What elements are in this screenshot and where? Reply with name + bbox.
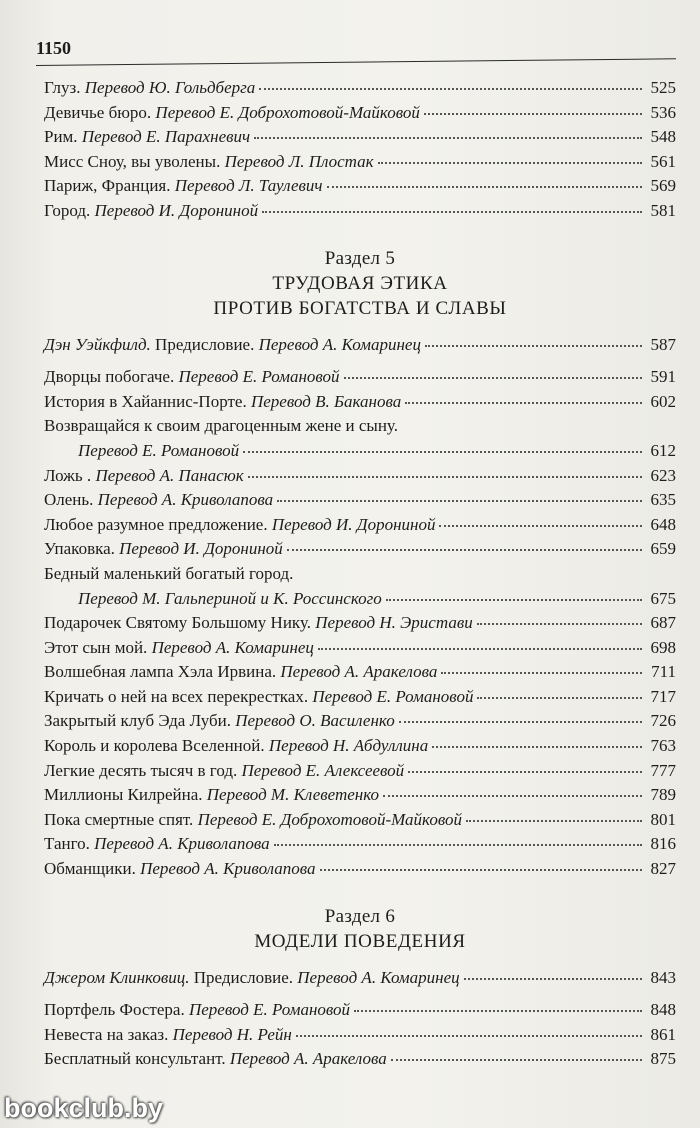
page-ref: 635 <box>650 490 676 510</box>
page-ref: 548 <box>650 127 676 147</box>
leader-dots <box>259 88 642 90</box>
entry-title: Волшебная лампа Хэла Ирвина. <box>44 662 277 682</box>
page-number: 1150 <box>36 38 72 58</box>
toc-entry <box>44 687 676 712</box>
page-ref: 536 <box>650 102 676 122</box>
leader-dots <box>318 648 642 650</box>
toc-group <box>44 367 676 416</box>
translator: Перевод А. Криволапова <box>94 834 270 854</box>
entry-title: Париж, Франция. <box>44 176 171 196</box>
entry-title: Кричать о ней на всех перекрестках. <box>44 686 309 706</box>
translator: Перевод И. Дорониной <box>119 539 283 559</box>
leader-dots <box>391 1059 642 1061</box>
translator: Перевод М. Клеветенко <box>206 785 380 805</box>
page-ref: 816 <box>650 834 676 854</box>
leader-dots <box>408 771 642 773</box>
entry-title: Бесплатный консультант. <box>44 1049 226 1069</box>
toc-entry-title-line: Бедный маленький богатый город. <box>44 563 294 583</box>
section-title-line: ТРУДОВАЯ ЭТИКА <box>272 272 448 294</box>
page-ref: 789 <box>650 785 676 805</box>
toc-entry <box>44 490 676 515</box>
leader-dots <box>441 672 642 674</box>
preface-title: Предисловие. <box>155 334 255 354</box>
leader-dots <box>477 623 642 625</box>
entry-title: Любое разумное предложение. <box>44 514 268 534</box>
leader-dots <box>327 186 642 188</box>
page-ref: 843 <box>650 967 676 987</box>
page-ref: 861 <box>650 1024 676 1044</box>
toc-entry <box>44 736 676 761</box>
leader-dots <box>399 721 642 723</box>
translator: Перевод А. Аракелова <box>280 662 438 682</box>
toc-entry <box>44 589 676 614</box>
entry-title: Подарочек Святому Большому Нику. <box>44 613 311 633</box>
entry-title: Мисс Сноу, вы уволены. <box>44 151 221 171</box>
leader-dots <box>344 377 642 379</box>
translator: Перевод Е. Романовой <box>312 686 474 706</box>
leader-dots <box>425 345 642 347</box>
section-title-line: ПРОТИВ БОГАТСТВА И СЛАВЫ <box>213 297 507 319</box>
entry-title: Этот сын мой. <box>44 637 148 657</box>
translator: Перевод Е. Романовой <box>178 367 340 387</box>
translator: Перевод Л. Плостак <box>224 151 374 171</box>
toc-entry <box>44 201 676 226</box>
leader-dots <box>477 697 642 699</box>
page-ref: 623 <box>650 465 676 485</box>
toc-entry <box>44 785 676 810</box>
entry-title: Олень. <box>44 490 94 510</box>
entry-title: Легкие десять тысяч в год. <box>44 760 238 780</box>
entry-title: Город. <box>44 200 91 220</box>
entry-title: Глуз. <box>44 78 81 97</box>
page-ref: 587 <box>650 334 676 354</box>
translator: Перевод Е. Доброхотовой-Майковой <box>155 102 420 122</box>
page-ref: 687 <box>650 613 676 633</box>
toc-entry <box>44 392 676 417</box>
leader-dots <box>439 525 642 527</box>
toc-entry <box>44 638 676 663</box>
translator: Перевод А. Криволапова <box>140 859 316 879</box>
page-ref: 827 <box>650 859 676 879</box>
preface-author: Джером Клинковиц. <box>44 967 190 987</box>
translator: Перевод А. Аракелова <box>229 1049 387 1069</box>
toc-entry <box>44 103 676 128</box>
translator: Перевод Е. Парахневич <box>81 127 251 147</box>
page-ref: 602 <box>650 391 676 411</box>
page-ref: 648 <box>650 514 676 534</box>
leader-dots <box>296 1035 642 1037</box>
toc-entry <box>44 859 676 884</box>
leader-dots <box>320 869 642 871</box>
entry-title: Портфель Фостера. <box>44 1000 185 1020</box>
translator: Перевод Н. Рейн <box>172 1024 292 1044</box>
toc-entry <box>44 176 676 201</box>
site-watermark: bookclub.by <box>4 1093 164 1123</box>
translator: Перевод И. Дорониной <box>271 514 436 534</box>
translator: Перевод А. Криволапова <box>97 490 274 510</box>
entry-title: Девичье бюро. <box>44 102 152 122</box>
page-ref: 711 <box>651 662 676 682</box>
leader-dots <box>254 137 642 139</box>
page-ref: 561 <box>650 151 676 171</box>
page-ref: 591 <box>650 367 676 387</box>
entry-title: Обманщики. <box>44 859 136 879</box>
toc-group-previous <box>44 78 676 226</box>
leader-dots <box>248 476 642 478</box>
translator: Перевод И. Дорониной <box>94 200 259 220</box>
leader-dots <box>378 162 642 164</box>
entry-title: Король и королева Вселенной. <box>44 736 265 756</box>
toc-entry <box>44 367 676 392</box>
entry-title: Невеста на заказ. <box>44 1024 169 1044</box>
translator: Перевод Л. Таулевич <box>174 176 323 196</box>
translator: Перевод Е. Доброхотовой-Майковой <box>197 809 462 829</box>
section-name: Раздел 6 <box>324 905 396 927</box>
translator: Перевод Н. Эристави <box>315 613 473 633</box>
toc-entry-preface <box>44 968 676 993</box>
header-rule <box>36 58 676 66</box>
leader-dots <box>464 978 642 980</box>
page-ref: 875 <box>650 1049 676 1069</box>
toc-group <box>44 466 676 564</box>
page-ref: 659 <box>650 539 676 559</box>
leader-dots <box>354 1010 642 1012</box>
toc-entry <box>44 834 676 859</box>
leader-dots <box>262 211 642 213</box>
translator: Перевод О. Василенко <box>235 711 395 731</box>
leader-dots <box>405 402 642 404</box>
page-ref: 569 <box>650 176 676 196</box>
leader-dots <box>277 500 642 502</box>
toc-entry <box>44 127 676 152</box>
leader-dots <box>432 746 642 748</box>
entry-title: Закрытый клуб Эда Луби. <box>44 711 231 731</box>
page-ref: 777 <box>650 760 676 780</box>
toc-entry <box>44 152 676 177</box>
translator: Перевод Е. Алексеевой <box>241 760 405 780</box>
toc-entry <box>44 711 676 736</box>
page-ref: 717 <box>650 686 676 706</box>
leader-dots <box>243 451 642 453</box>
section-title-line: МОДЕЛИ ПОВЕДЕНИЯ <box>254 930 466 952</box>
translator: Перевод Е. Романовой <box>78 440 240 460</box>
page-ref: 675 <box>650 588 676 608</box>
translator: Перевод А. Комаринец <box>151 637 314 657</box>
toc-entry <box>44 810 676 835</box>
section-6-heading <box>44 904 676 954</box>
toc-entry <box>44 1049 676 1074</box>
preface-title: Предисловие. <box>193 967 294 987</box>
toc-group <box>44 1000 676 1074</box>
leader-dots <box>424 113 642 115</box>
translator: Перевод Ю. Гольдберга <box>84 78 256 97</box>
section-name: Раздел 5 <box>324 247 396 269</box>
page-ref: 581 <box>650 200 676 220</box>
section-5-heading <box>44 246 676 321</box>
toc-entry-preface <box>44 335 676 360</box>
entry-title: Миллионы Килрейна. <box>44 785 203 805</box>
toc-entry <box>44 441 676 466</box>
toc-entry <box>44 78 676 103</box>
toc-entry <box>44 539 676 564</box>
leader-dots <box>383 795 642 797</box>
entry-title: Ложь . <box>44 465 92 485</box>
preface-translator: Перевод А. Комаринец <box>258 334 421 354</box>
entry-title: Пока смертные спят. <box>44 809 194 829</box>
page-ref: 612 <box>650 440 676 460</box>
entry-title: История в Хайаннис-Порте. <box>44 391 247 411</box>
entry-title: Рим. <box>44 127 78 147</box>
translator: Перевод М. Гальпериной и К. Россинского <box>78 588 382 608</box>
translator: Перевод Н. Абдуллина <box>268 736 429 756</box>
leader-dots <box>466 820 642 822</box>
preface-author: Дэн Уэйкфилд. <box>44 334 151 354</box>
table-of-contents <box>44 78 676 1074</box>
leader-dots <box>287 549 642 551</box>
leader-dots <box>274 844 642 846</box>
translator: Перевод Е. Романовой <box>188 1000 351 1020</box>
page-ref: 698 <box>650 637 676 657</box>
entry-title: Упаковка. <box>44 539 115 559</box>
toc-entry <box>44 662 676 687</box>
toc-entry <box>44 1000 676 1025</box>
entry-title: Танго. <box>44 834 90 854</box>
entry-title: Дворцы побогаче. <box>44 367 175 387</box>
page-ref: 763 <box>650 736 676 756</box>
page-ref: 848 <box>650 1000 676 1020</box>
preface-translator: Перевод А. Комаринец <box>297 967 460 987</box>
translator: Перевод В. Баканова <box>250 391 402 411</box>
leader-dots <box>386 599 642 601</box>
page-ref: 801 <box>650 809 676 829</box>
toc-entry <box>44 466 676 491</box>
page-ref: 726 <box>650 711 676 731</box>
toc-group <box>44 613 676 884</box>
toc-entry <box>44 1025 676 1050</box>
toc-entry-title-line: Возвращайся к своим драгоценным жене и сыну. <box>44 416 398 436</box>
toc-entry <box>44 515 676 540</box>
toc-entry <box>44 613 676 638</box>
translator: Перевод А. Панасюк <box>95 465 244 485</box>
toc-entry <box>44 761 676 786</box>
page-ref: 525 <box>650 78 676 97</box>
